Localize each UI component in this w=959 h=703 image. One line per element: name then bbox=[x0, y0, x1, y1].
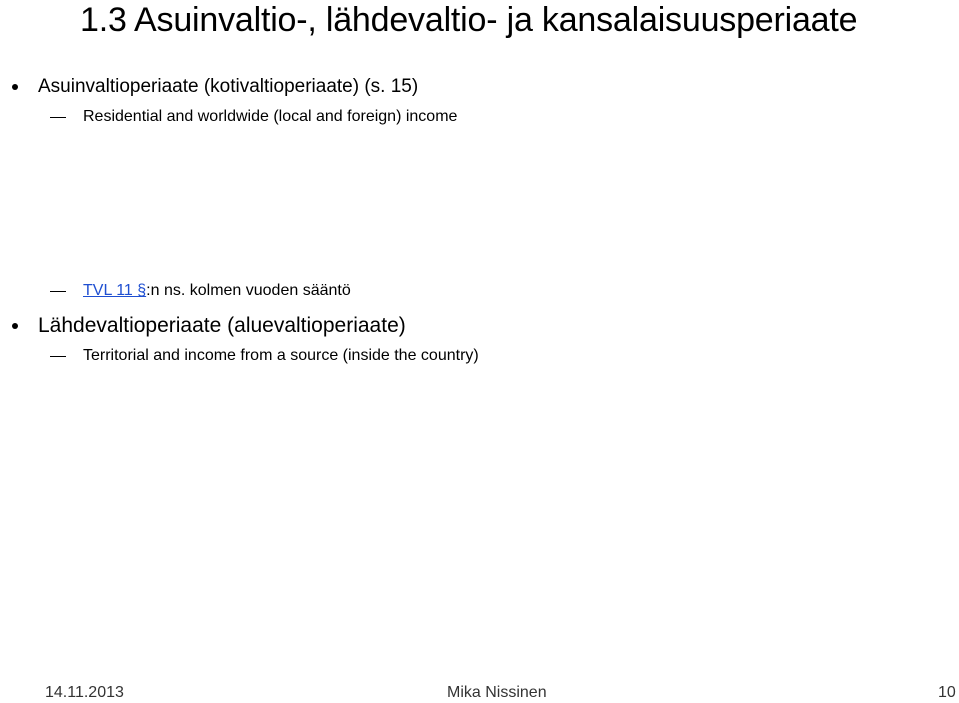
tvl-11-link[interactable]: TVL 11 § bbox=[83, 282, 147, 299]
bullet-lahdevaltioperiaate: Lähdevaltioperiaate (aluevaltioperiaate) bbox=[38, 314, 406, 337]
footer-author: Mika Nissinen bbox=[447, 684, 547, 701]
bullet-dot bbox=[12, 84, 18, 90]
dash-marker bbox=[50, 291, 66, 292]
footer-page-number: 10 bbox=[938, 684, 956, 701]
subbullet-tvl-rule bbox=[83, 281, 351, 301]
bullet-asuinvaltioperiaate: Asuinvaltioperiaate (kotivaltioperiaate) (s. 15) bbox=[38, 76, 419, 97]
dash-marker bbox=[50, 117, 66, 118]
dash-marker bbox=[50, 356, 66, 357]
bullet-dot bbox=[12, 323, 18, 329]
subbullet-residential-income: Residential and worldwide (local and foreign) income bbox=[83, 108, 458, 125]
subbullet-territorial-income: Territorial and income from a source (inside the country) bbox=[83, 347, 479, 364]
footer-date: 14.11.2013 bbox=[45, 684, 124, 701]
slide-title: 1.3 Asuinvaltio-, lähdevaltio- ja kansalaisuusperiaate bbox=[80, 1, 858, 39]
tvl-rule-text: :n ns. kolmen vuoden sääntö bbox=[146, 282, 351, 299]
